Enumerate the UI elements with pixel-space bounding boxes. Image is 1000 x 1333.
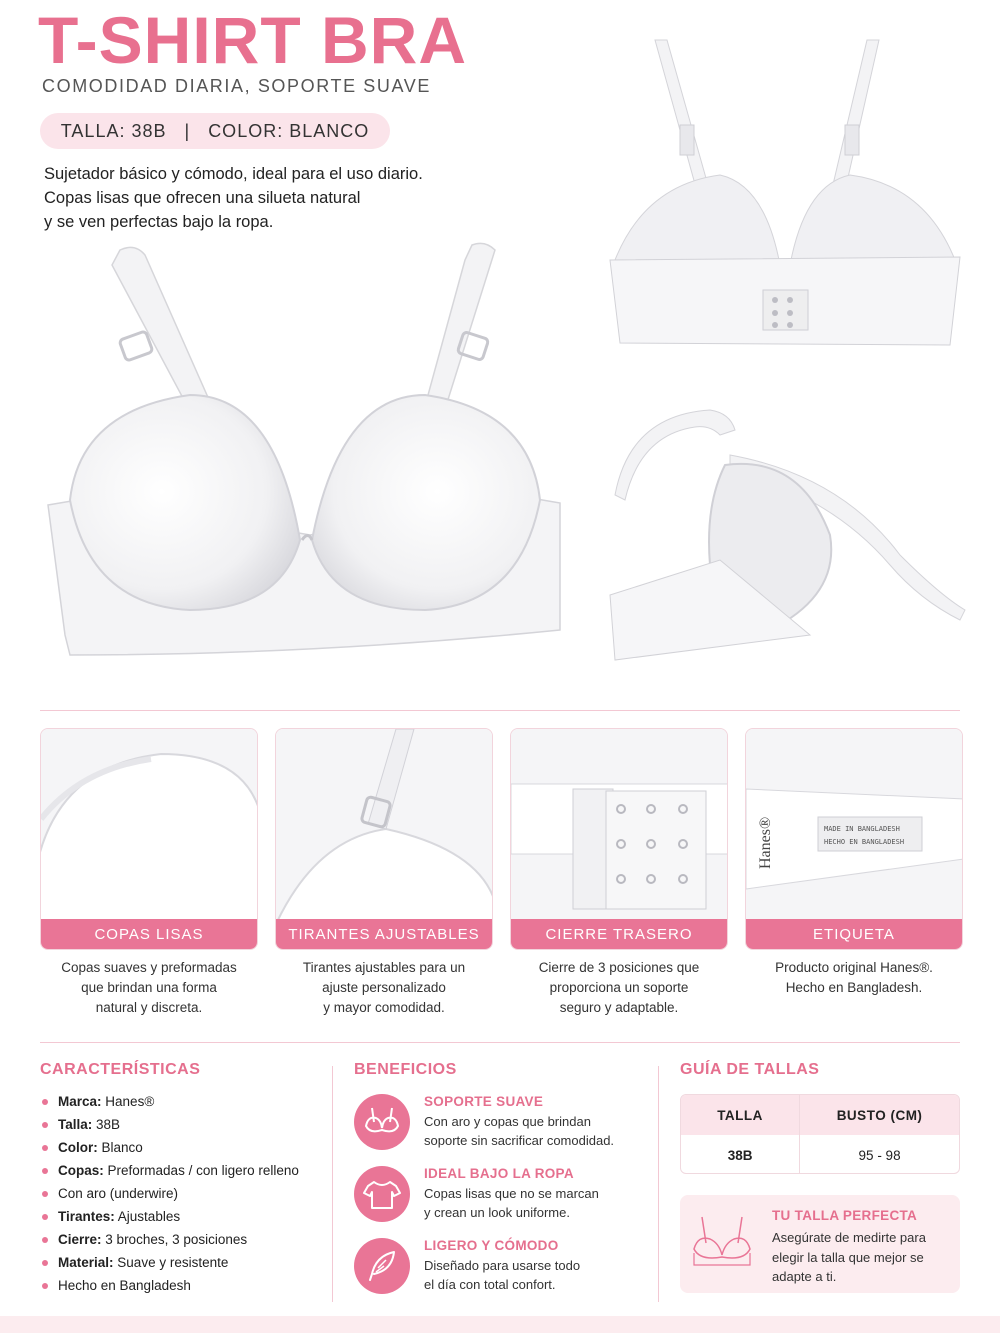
feature-item: [40, 1184, 299, 1207]
size-label: TALLA: 38B: [60, 120, 167, 141]
feature-item: [40, 1138, 299, 1161]
tshirt-icon: [354, 1166, 410, 1222]
feature-value: Suave y resistente: [117, 1255, 229, 1270]
card-description: [275, 958, 493, 1018]
feature-key: Color:: [58, 1140, 98, 1155]
bra-side-image: [600, 395, 970, 675]
benefit-item: [354, 1166, 654, 1222]
page-subtitle: COMODIDAD DIARIA, SOPORTE SUAVE: [42, 76, 431, 96]
card-text-line: Cierre de 3 posiciones que: [538, 960, 700, 975]
features-list: [40, 1092, 299, 1299]
benefit-desc: [424, 1112, 614, 1150]
label-text-line2: HECHO EN BANGLADESH: [824, 838, 905, 846]
feature-value: 38B: [96, 1117, 121, 1132]
features-title: CARACTERÍSTICAS: [40, 1061, 201, 1078]
card-text-line: Producto original Hanes®.: [775, 960, 933, 975]
card-description: [510, 958, 728, 1018]
feature-value: Hecho en Bangladesh: [58, 1278, 191, 1293]
benefit-desc: [424, 1184, 599, 1222]
bra-back-image: [605, 35, 965, 355]
card-text-line: ajuste personalizado: [322, 980, 446, 995]
benefit-icon-circle: [354, 1094, 410, 1150]
card-text-line: proporciona un soporte: [549, 980, 689, 995]
column-divider: [658, 1066, 659, 1302]
size-header-talla: TALLA: [681, 1095, 800, 1135]
card-text-line: y mayor comodidad.: [323, 1000, 445, 1015]
feature-value: Hanes®: [105, 1094, 155, 1109]
feature-key: Material:: [58, 1255, 114, 1270]
feature-key: Cierre:: [58, 1232, 102, 1247]
benefit-title: SOPORTE SUAVE: [424, 1094, 544, 1109]
feature-value: Ajustables: [117, 1209, 181, 1224]
card-text-line: seguro y adaptable.: [559, 1000, 679, 1015]
perfect-size-line: Asegúrate de medirte para: [772, 1230, 926, 1245]
label-text-line1: MADE IN BANGLADESH: [824, 825, 900, 833]
size-guide-title: GUÍA DE TALLAS: [680, 1061, 820, 1078]
benefit-desc: [424, 1256, 580, 1294]
benefit-icon-circle: [354, 1238, 410, 1294]
card-text-line: natural y discreta.: [95, 1000, 203, 1015]
size-table: [680, 1094, 960, 1174]
perfect-size-title: TU TALLA PERFECTA: [772, 1208, 918, 1223]
color-label: COLOR: BLANCO: [208, 120, 370, 141]
feature-value: 3 broches, 3 posiciones: [105, 1232, 248, 1247]
section-divider: [40, 710, 960, 711]
feature-item: [40, 1207, 299, 1230]
feature-item: [40, 1115, 299, 1138]
size-header-busto: BUSTO (CM): [836, 1107, 923, 1123]
benefit-title: LIGERO Y CÓMODO: [424, 1238, 559, 1253]
benefit-desc-line: Diseñado para usarse todo: [424, 1258, 581, 1273]
bottom-bar: [0, 1316, 1000, 1333]
benefit-desc-line: y crean un look uniforme.: [424, 1205, 570, 1220]
benefit-item: [354, 1238, 654, 1294]
detail-card-label: [745, 728, 963, 950]
card-text-line: que brindan una forma: [81, 980, 217, 995]
size-cell-talla: 38B: [681, 1135, 800, 1174]
badge-separator: |: [184, 120, 191, 141]
benefit-icon-circle: [354, 1166, 410, 1222]
detail-card-closure: [510, 728, 728, 950]
perfect-size-line: adapte a ti.: [772, 1269, 837, 1284]
label-brand-text: Hanes®: [757, 816, 774, 869]
size-cell-busto: 95 - 98: [858, 1147, 901, 1163]
size-color-badge: [40, 113, 390, 149]
card-label: CIERRE TRASERO: [511, 919, 727, 949]
feature-item: [40, 1253, 299, 1276]
bra-front-image: [40, 235, 570, 675]
card-text-line: Tirantes ajustables para un: [302, 960, 466, 975]
card-label: ETIQUETA: [746, 919, 962, 949]
card-label: COPAS LISAS: [41, 919, 257, 949]
straps-closeup-image: [276, 729, 493, 924]
feature-value: Preformadas / con ligero relleno: [107, 1163, 299, 1178]
card-description: [40, 958, 258, 1018]
benefit-desc-line: Con aro y copas que brindan: [424, 1114, 591, 1129]
benefit-desc-line: Copas lisas que no se marcan: [424, 1186, 599, 1201]
perfect-size-desc: [772, 1228, 926, 1287]
feature-item: [40, 1276, 299, 1299]
cups-closeup-image: [41, 729, 258, 924]
benefit-title: IDEAL BAJO LA ROPA: [424, 1166, 574, 1181]
closure-closeup-image: [511, 729, 728, 924]
card-label: TIRANTES AJUSTABLES: [276, 919, 492, 949]
detail-card-cups: [40, 728, 258, 950]
size-table-header: [681, 1095, 959, 1135]
intro-text: [44, 162, 423, 234]
feature-key: Copas:: [58, 1163, 104, 1178]
feature-item: [40, 1161, 299, 1184]
intro-line: y se ven perfectas bajo la ropa.: [44, 213, 274, 231]
size-table-row: [681, 1135, 959, 1174]
feather-icon: [354, 1238, 410, 1294]
perfect-size-box: [680, 1195, 960, 1293]
card-text-line: Hecho en Bangladesh.: [785, 980, 923, 995]
benefit-desc-line: soporte sin sacrificar comodidad.: [424, 1133, 615, 1148]
feature-value: Blanco: [101, 1140, 143, 1155]
card-description: [745, 958, 963, 998]
label-closeup-image: [746, 729, 963, 924]
page-title: T-SHIRT BRA: [38, 3, 467, 77]
perfect-size-line: elegir la talla que mejor se: [772, 1249, 924, 1265]
column-divider: [332, 1066, 333, 1302]
bra-icon: [354, 1094, 410, 1150]
benefit-desc-line: el día con total confort.: [424, 1277, 556, 1292]
intro-line: Sujetador básico y cómodo, ideal para el uso diario.: [44, 165, 423, 183]
section-divider: [40, 1042, 960, 1043]
feature-item: [40, 1230, 299, 1253]
benefits-title: BENEFICIOS: [354, 1061, 457, 1078]
feature-key: Marca:: [58, 1094, 102, 1109]
intro-line: Copas lisas que ofrecen una silueta natural: [44, 189, 361, 207]
bra-outline-icon: [690, 1213, 754, 1273]
feature-item: [40, 1092, 299, 1115]
card-text-line: Copas suaves y preformadas: [61, 960, 237, 975]
feature-key: Tirantes:: [58, 1209, 115, 1224]
benefit-item: [354, 1094, 654, 1150]
detail-card-straps: [275, 728, 493, 950]
feature-value: Con aro (underwire): [58, 1186, 179, 1201]
feature-key: Talla:: [58, 1117, 93, 1132]
